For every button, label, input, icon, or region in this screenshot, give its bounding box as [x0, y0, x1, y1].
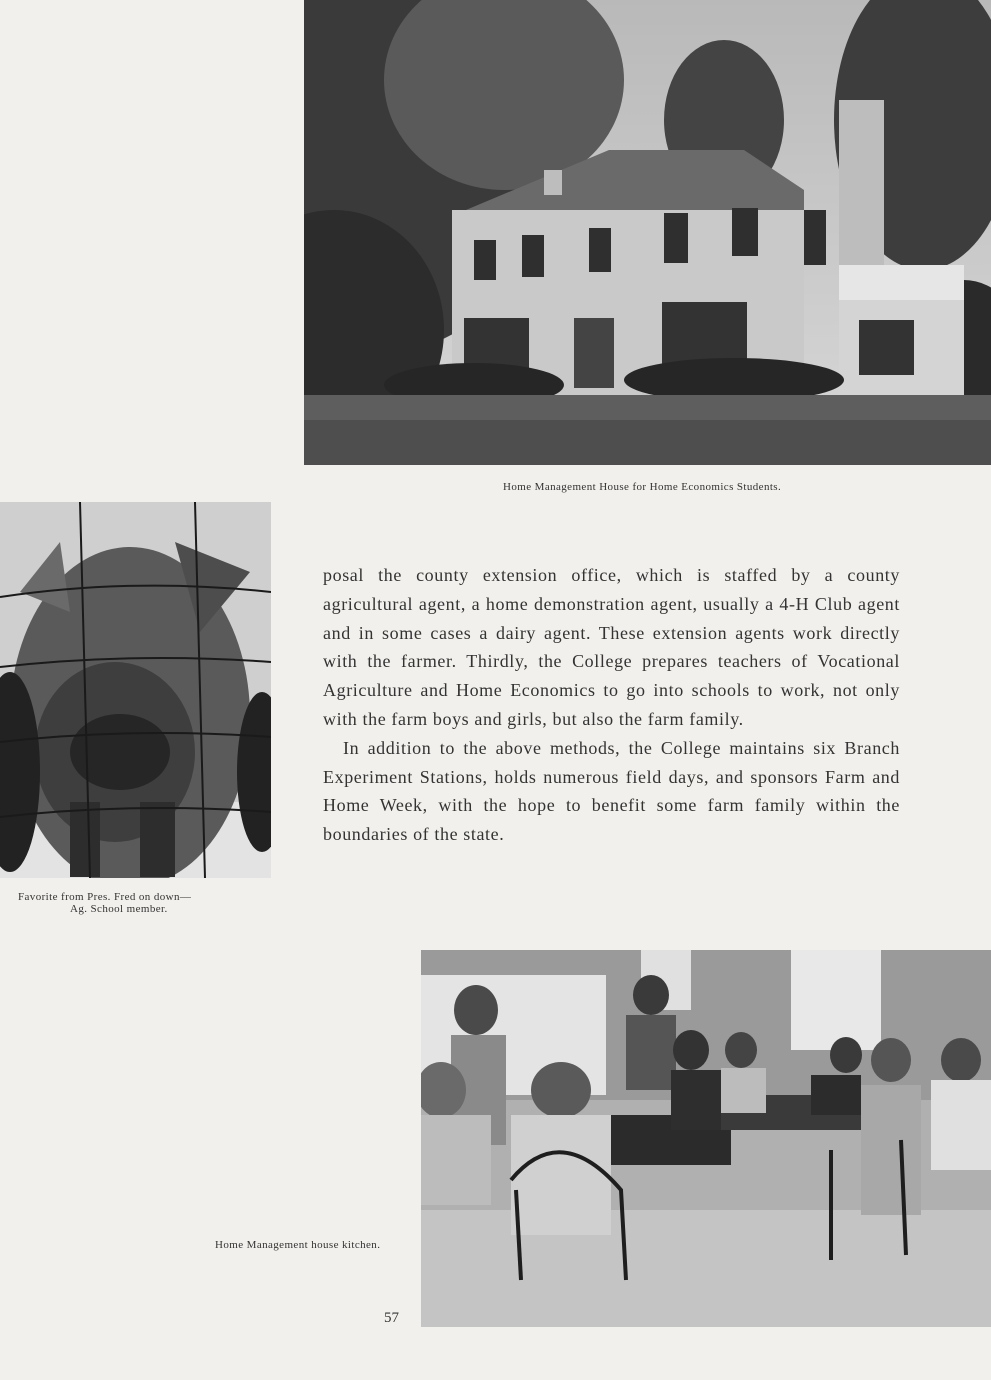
house-photo: [304, 0, 991, 465]
kitchen-caption: Home Management house kitchen.: [215, 1239, 381, 1251]
paragraph-2: In addition to the above methods, the College maintains six Branch Experiment Stations, holds numerous field days, and sponsors Farm and Home Week, with the hope to benefit some farm family within the boundaries of the state.: [323, 737, 900, 845]
pig-caption-line2: Ag. School member.: [70, 903, 168, 915]
pig-caption-line1: Favorite from Pres. Fred on down—: [18, 891, 192, 903]
pig-photo: [0, 502, 271, 878]
house-caption: Home Management House for Home Economics Students.: [503, 481, 782, 493]
kitchen-photo: [421, 950, 991, 1327]
body-text: [323, 561, 900, 849]
paragraph-1: posal the county extension office, which is staffed by a county agricultural agent, a home demonstration agent, usually a 4-H Club agent and in some cases a dairy agent. These extension agents work directly with the farmer. Thirdly, the College prepares teachers of Vocational Agriculture and Home Economics to go into schools to work, not only with the farm boys and girls, but also the farm family.: [323, 565, 900, 729]
page-number: 57: [384, 1310, 399, 1326]
